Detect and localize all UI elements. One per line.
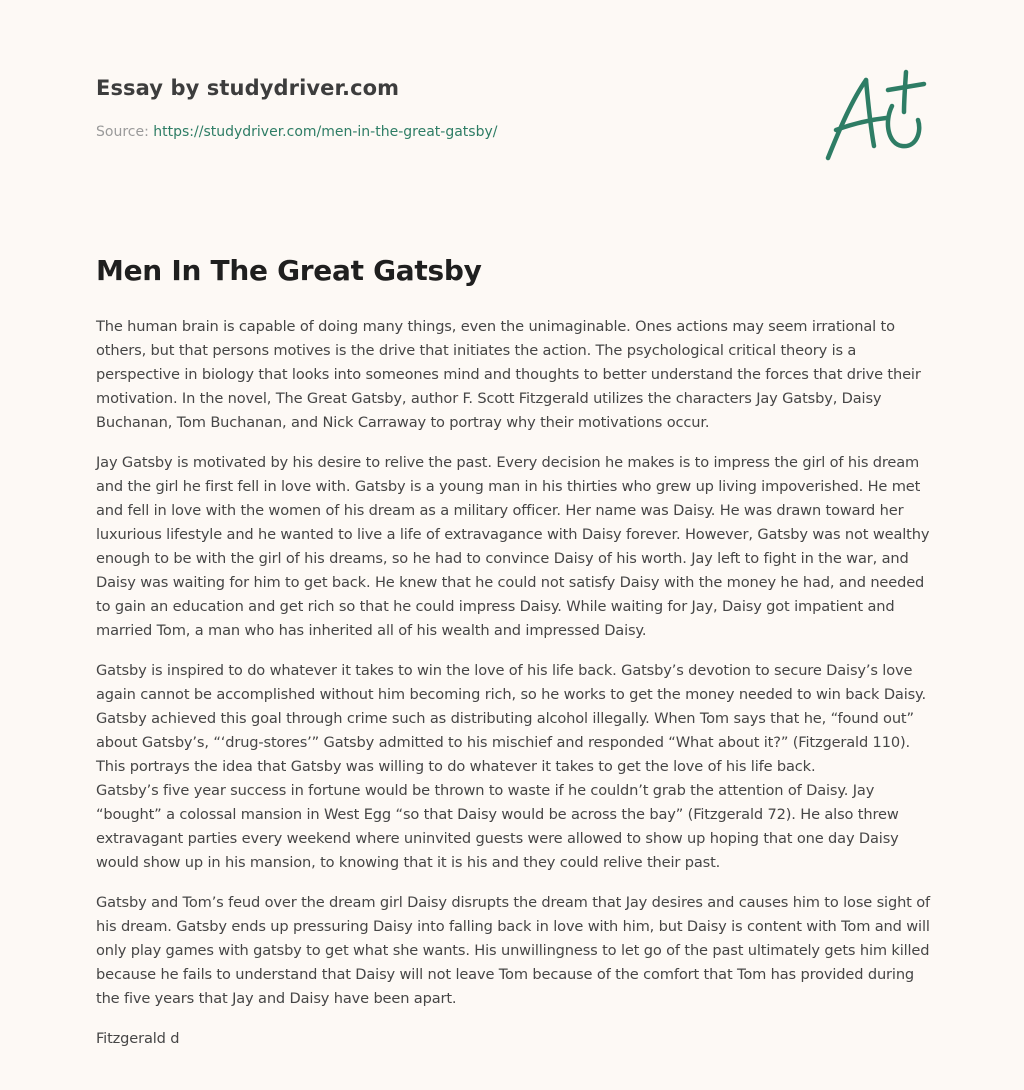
source-line <box>96 124 497 140</box>
page-header <box>96 0 928 200</box>
essay-body <box>96 315 936 1067</box>
source-label: Source: <box>96 124 154 140</box>
essay-paragraph: Gatsby’s five year success in fortune would be thrown to waste if he couldn’t grab the attention of Daisy. Jay “bought” a colossal mansion in West Egg “so that Daisy would be across the bay” (Fitzgerald 72). He also threw extravagant parties every weekend where uninvited guests were allowed to show up hoping that one day Daisy would show up in his mansion, to knowing that it is his and they could relive their past. <box>96 782 899 871</box>
essay-paragraph: Fitzgerald d <box>96 1030 180 1047</box>
site-brand: Essay by studydriver.com <box>96 76 400 100</box>
essay-paragraph: The human brain is capable of doing many things, even the unimaginable. Ones actions may seem irrational to others, but that persons motives is the drive that initiates the action. The psychological critical theory is a perspective in biology that looks into someones mind and thoughts to better understand the forces that drive their motivation. In the novel, The Great Gatsby, author F. Scott Fitzgerald utilizes the characters Jay Gatsby, Daisy Buchanan, Tom Buchanan, and Nick Carraway to portray why their motivations occur. <box>96 318 921 431</box>
essay-title: Men In The Great Gatsby <box>96 254 482 287</box>
essay-paragraph: Gatsby is inspired to do whatever it takes to win the love of his life back. Gatsby’s devotion to secure Daisy’s love again cannot be accomplished without him becoming rich, so he works to get the money needed to win back Daisy. Gatsby achieved this goal through crime such as distributing alcohol illegally. When Tom says that he, “found out” about Gatsby’s, “‘drug-stores’” Gatsby admitted to his mischief and responded “What about it?” (Fitzgerald 110). This portrays the idea that Gatsby was willing to do whatever it takes to get the love of his life back. <box>96 662 926 775</box>
a-plus-logo-icon <box>822 66 932 166</box>
essay-paragraph: Jay Gatsby is motivated by his desire to relive the past. Every decision he makes is to impress the girl of his dream and the girl he first fell in love with. Gatsby is a young man in his thirties who grew up living impoverished. He met and fell in love with the women of his dream as a military officer. Her name was Daisy. He was drawn toward her luxurious lifestyle and he wanted to live a life of extravagance with Daisy forever. However, Gatsby was not wealthy enough to be with the girl of his dreams, so he had to convince Daisy of his worth. Jay left to fight in the war, and Daisy was waiting for him to get back. He knew that he could not satisfy Daisy with the money he had, and needed to gain an education and get rich so that he could impress Daisy. While waiting for Jay, Daisy got impatient and married Tom, a man who has inherited all of his wealth and impressed Daisy. <box>96 454 930 639</box>
essay-paragraph: Gatsby and Tom’s feud over the dream girl Daisy disrupts the dream that Jay desires and causes him to lose sight of his dream. Gatsby ends up pressuring Daisy into falling back in love with him, but Daisy is content with Tom and will only play games with gatsby to get what she wants. His unwillingness to let go of the past ultimately gets him killed because he fails to understand that Daisy will not leave Tom because of the comfort that Tom has provided during the five years that Jay and Daisy have been apart. <box>96 894 930 1007</box>
source-link[interactable]: https://studydriver.com/men-in-the-great-gatsby/ <box>153 124 498 140</box>
